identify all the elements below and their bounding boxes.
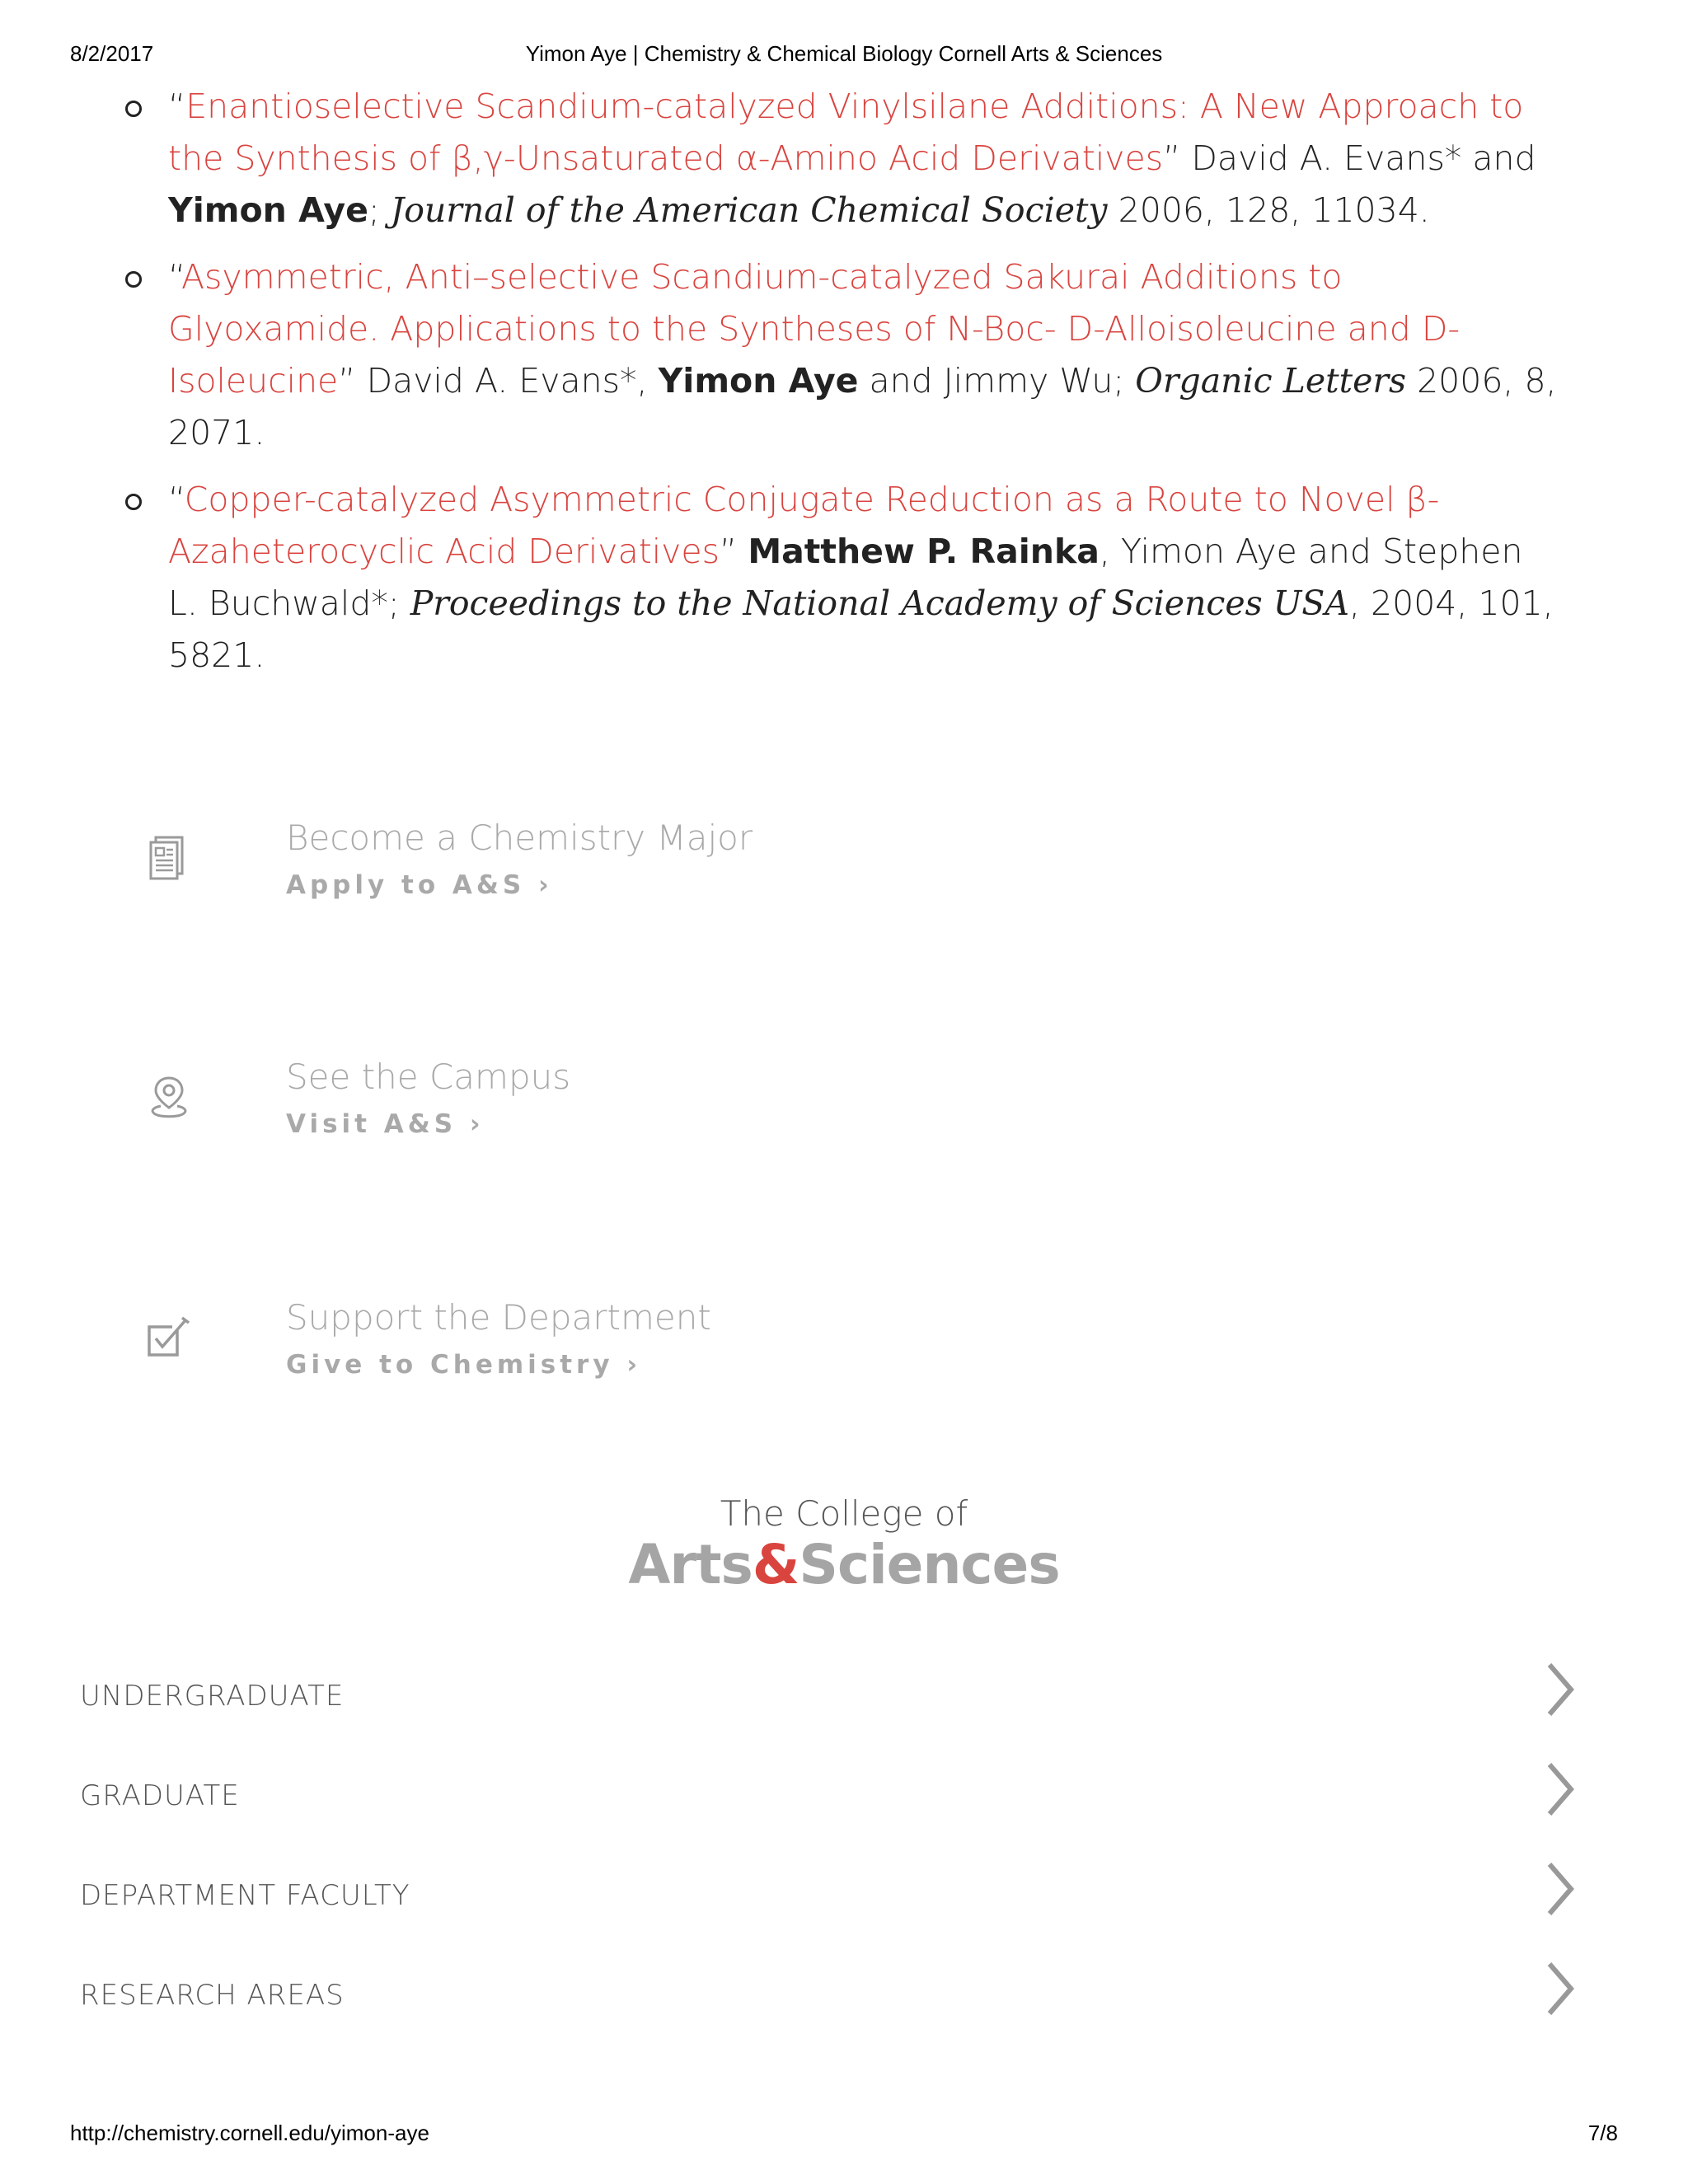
footer-nav-undergraduate[interactable] — [0, 1657, 1688, 1756]
checkbox-edit-icon — [144, 1312, 194, 1361]
college-logo-arts: Arts — [628, 1533, 753, 1596]
footer-nav-graduate[interactable] — [0, 1756, 1688, 1856]
college-logo[interactable] — [0, 1493, 1688, 1596]
print-header — [0, 41, 1688, 68]
publication-authors: David A. Evans*, — [355, 361, 659, 401]
close-quote: ” — [1163, 138, 1181, 178]
publication-authors-rest: , Yimon Aye and Stephen L. Buchwald*; — [168, 532, 1523, 623]
footer-nav-label: GRADUATE — [80, 1779, 240, 1812]
close-quote: ” — [720, 532, 738, 571]
open-quote: “ — [168, 87, 186, 126]
cta-title: See the Campus — [286, 1057, 571, 1097]
publication-highlight-author: Yimon Aye — [168, 190, 368, 230]
open-quote: “ — [168, 257, 181, 297]
list-bullet-icon — [125, 101, 142, 117]
footer-nav-label: DEPARTMENT FACULTY — [80, 1879, 410, 1912]
publication-title-link[interactable]: Asymmetric, Anti–selective Scandium-catalyzed Sakurai Additions to Glyoxamide. Applications to the Syntheses of N-Boc- D-Alloisoleucine and D-Isoleucine — [168, 257, 1461, 401]
footer-nav-label: UNDERGRADUATE — [80, 1680, 345, 1713]
publication-authors-rest: and Jimmy Wu; — [858, 361, 1136, 401]
cta-title: Support the Department — [286, 1297, 711, 1338]
publication-citation: 2006, 128, 11034. — [1107, 190, 1430, 230]
publication-authors: David A. Evans* and — [1180, 138, 1536, 178]
footer-nav-department-faculty[interactable] — [0, 1856, 1688, 1956]
publication-item — [124, 81, 1558, 237]
print-page-title: Yimon Aye | Chemistry & Chemical Biology Cornell Arts & Sciences — [525, 41, 1163, 66]
footer-nav-research-areas[interactable] — [0, 1956, 1688, 2055]
map-pin-icon — [144, 1071, 194, 1121]
publication-title-link[interactable]: Copper-catalyzed Asymmetric Conjugate Reduction as a Route to Novel β-Azaheterocyclic Acid Derivatives — [168, 480, 1440, 571]
chevron-right-icon — [1541, 1856, 1582, 1922]
cta-see-campus — [144, 1057, 968, 1162]
newspaper-icon — [144, 832, 194, 882]
cta-chemistry-major — [144, 818, 968, 923]
publication-highlight-author: Matthew P. Rainka — [748, 532, 1100, 571]
college-logo-name — [0, 1535, 1688, 1596]
apply-link[interactable]: Apply to A&S › — [286, 870, 553, 900]
cta-support-department — [144, 1297, 968, 1403]
college-logo-pre: The College of — [720, 1493, 968, 1534]
print-date: 8/2/2017 — [70, 41, 154, 66]
chevron-right-icon — [1541, 1956, 1582, 2022]
publication-authors-rest: ; — [368, 190, 391, 230]
publication-highlight-author: Yimon Aye — [658, 361, 859, 401]
chevron-right-icon — [1541, 1756, 1582, 1822]
list-bullet-icon — [125, 494, 142, 510]
publication-authors — [737, 532, 748, 571]
list-bullet-icon — [125, 271, 142, 288]
cta-title: Become a Chemistry Major — [286, 818, 753, 858]
chevron-right-icon — [1541, 1657, 1582, 1722]
open-quote: “ — [168, 480, 185, 519]
college-logo-sciences: Sciences — [799, 1533, 1060, 1596]
visit-link[interactable]: Visit A&S › — [286, 1109, 485, 1139]
publication-journal: Organic Letters — [1135, 361, 1407, 401]
give-link[interactable]: Give to Chemistry › — [286, 1350, 642, 1380]
publication-item — [124, 474, 1558, 682]
print-url: http://chemistry.cornell.edu/yimon-aye — [70, 2121, 429, 2145]
footer-nav — [0, 1657, 1688, 2055]
college-logo-ampersand: & — [752, 1533, 799, 1596]
publication-journal: Proceedings to the National Academy of Sciences USA — [410, 583, 1349, 623]
print-footer — [0, 2121, 1688, 2147]
publication-journal: Journal of the American Chemical Society — [390, 190, 1108, 230]
publication-citation: 2006, 8, 2071. — [168, 361, 1557, 452]
footer-nav-label: RESEARCH AREAS — [80, 1979, 345, 2012]
publication-title-link[interactable]: Enantioselective Scandium-catalyzed Vinylsilane Additions: A New Approach to the Synthesis of β,γ-Unsaturated α-Amino Acid Derivatives — [168, 87, 1524, 178]
publication-citation: , 2004, 101, 5821. — [168, 583, 1554, 675]
publication-item — [124, 251, 1558, 459]
print-page-number: 7/8 — [1587, 2121, 1618, 2145]
close-quote: ” — [338, 361, 356, 401]
publication-list — [124, 81, 1558, 696]
